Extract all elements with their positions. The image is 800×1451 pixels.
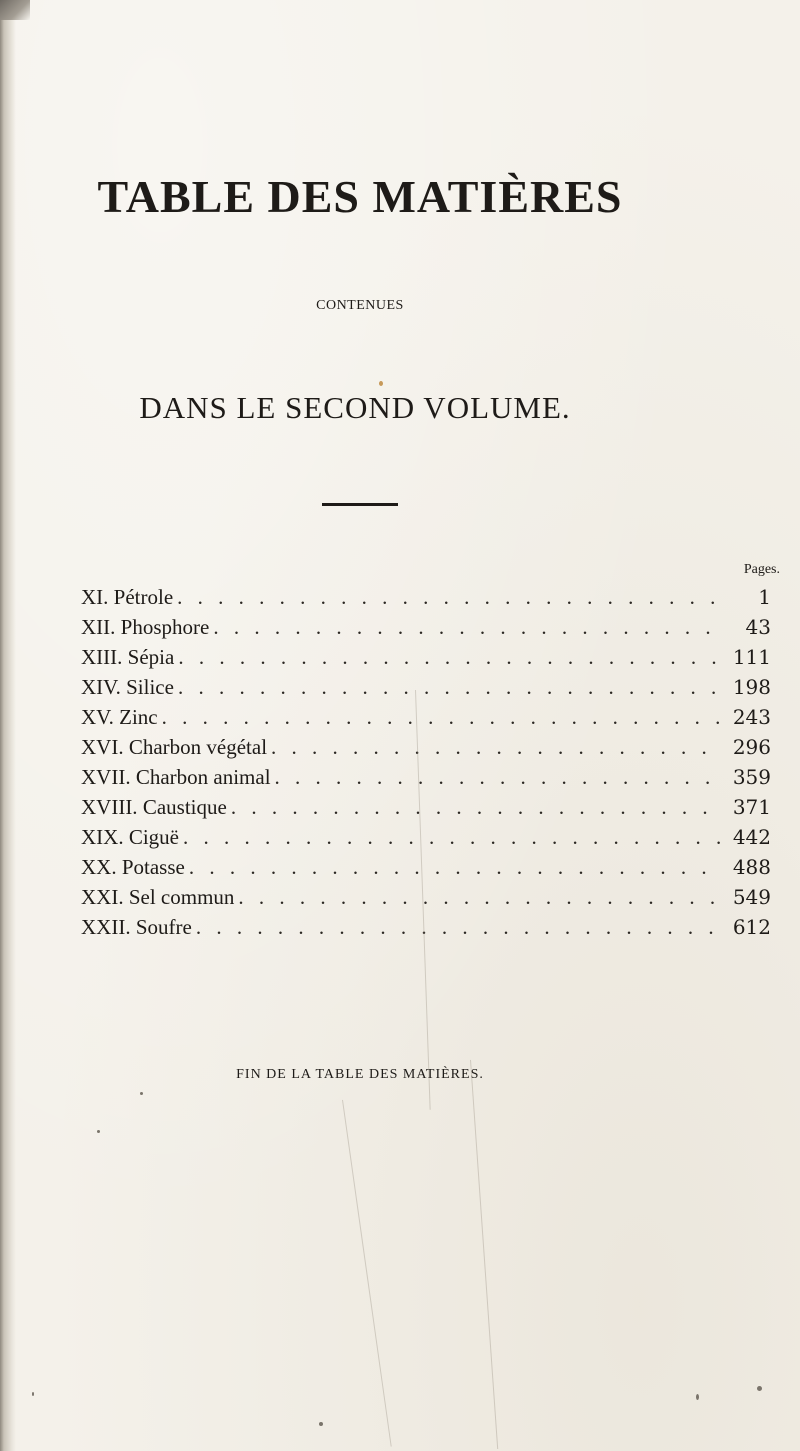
- page-subtitle: CONTENUES: [316, 298, 404, 313]
- toc-entry-name: Zinc: [119, 705, 158, 729]
- toc-entry: [81, 585, 771, 615]
- toc-entry-label: [81, 885, 238, 910]
- toc-entry: [81, 645, 771, 675]
- toc-entry: [81, 855, 771, 885]
- toc-entry-page: 296: [732, 735, 771, 759]
- toc-entry-number: XV.: [81, 705, 114, 729]
- toc-entry-number: XX.: [81, 855, 117, 879]
- toc-entry-name: Charbon végétal: [128, 735, 268, 759]
- toc-entry-name: Ciguë: [128, 825, 179, 849]
- toc-entry-label: [81, 795, 231, 820]
- dot-leader: [189, 855, 723, 880]
- toc-entry-number: XI.: [81, 585, 109, 609]
- dot-leader: [275, 765, 723, 790]
- toc-entry-name: Phosphore: [120, 615, 210, 639]
- paper-speck: [32, 1392, 34, 1396]
- paper-speck: [97, 1130, 100, 1133]
- toc-entry-page: 1: [758, 585, 771, 609]
- toc-entry-page: 371: [732, 795, 771, 819]
- table-of-contents: [81, 585, 771, 945]
- dot-leader: [177, 585, 723, 610]
- toc-entry-name: Silice: [126, 675, 174, 699]
- toc-entry-number: XXII.: [81, 915, 131, 939]
- toc-entry-number: XII.: [81, 615, 116, 639]
- toc-entry: [81, 735, 771, 765]
- dot-leader: [178, 675, 723, 700]
- toc-entry-label: [81, 645, 178, 670]
- dot-leader: [213, 615, 723, 640]
- paper-speck: [757, 1386, 762, 1391]
- volume-heading: DANS LE SECOND VOLUME.: [139, 390, 571, 425]
- toc-entry: [81, 885, 771, 915]
- dot-leader: [238, 885, 723, 910]
- toc-entry-number: XIX.: [81, 825, 124, 849]
- paper-speck: [379, 381, 383, 386]
- toc-entry-page: 111: [732, 645, 771, 669]
- toc-entry-page: 198: [732, 675, 771, 699]
- toc-entry-page: 488: [732, 855, 771, 879]
- paper-crease: [342, 1100, 392, 1447]
- toc-entry: [81, 675, 771, 705]
- paper-speck: [140, 1092, 143, 1095]
- toc-entry-name: Charbon animal: [135, 765, 271, 789]
- toc-entry-number: XIV.: [81, 675, 121, 699]
- toc-entry-page: 359: [732, 765, 771, 789]
- toc-entry-page: 243: [732, 705, 771, 729]
- toc-entry-name: Soufre: [135, 915, 192, 939]
- dot-leader: [178, 645, 723, 670]
- paper-crease: [470, 1060, 498, 1449]
- toc-entry-number: XVI.: [81, 735, 124, 759]
- page-title: TABLE DES MATIÈRES: [97, 171, 623, 222]
- toc-entry-page: 442: [732, 825, 771, 849]
- toc-entry-name: Potasse: [121, 855, 185, 879]
- toc-entry-name: Sel commun: [128, 885, 235, 909]
- toc-entry: [81, 705, 771, 735]
- toc-entry: [81, 825, 771, 855]
- toc-entry-page: 43: [745, 615, 771, 639]
- toc-entry-number: XXI.: [81, 885, 124, 909]
- dot-leader: [271, 735, 723, 760]
- pages-column-label: Pages.: [743, 562, 780, 577]
- toc-entry: [81, 765, 771, 795]
- dot-leader: [196, 915, 723, 940]
- toc-entry-number: XIII.: [81, 645, 123, 669]
- toc-entry-label: [81, 735, 271, 760]
- closing-line: FIN DE LA TABLE DES MATIÈRES.: [236, 1067, 484, 1082]
- toc-entry: [81, 915, 771, 945]
- toc-entry-page: 612: [732, 915, 771, 939]
- dot-leader: [162, 705, 723, 730]
- toc-entry-name: Sépia: [127, 645, 175, 669]
- toc-entry-label: [81, 825, 183, 850]
- toc-entry-page: 549: [732, 885, 771, 909]
- toc-entry-number: XVII.: [81, 765, 131, 789]
- section-divider: [322, 503, 398, 506]
- toc-entry-name: Pétrole: [113, 585, 174, 609]
- dot-leader: [231, 795, 723, 820]
- toc-entry-name: Caustique: [142, 795, 227, 819]
- toc-entry-label: [81, 855, 189, 880]
- toc-entry-label: [81, 615, 213, 640]
- paper-speck: [319, 1422, 323, 1426]
- dot-leader: [183, 825, 723, 850]
- toc-entry: [81, 615, 771, 645]
- paper-speck: [696, 1394, 699, 1400]
- toc-entry-label: [81, 915, 196, 940]
- toc-entry-label: [81, 675, 178, 700]
- toc-entry-number: XVIII.: [81, 795, 138, 819]
- page-corner-fold: [0, 0, 30, 20]
- toc-entry-label: [81, 765, 275, 790]
- toc-entry-label: [81, 585, 177, 610]
- toc-entry-label: [81, 705, 162, 730]
- toc-entry: [81, 795, 771, 825]
